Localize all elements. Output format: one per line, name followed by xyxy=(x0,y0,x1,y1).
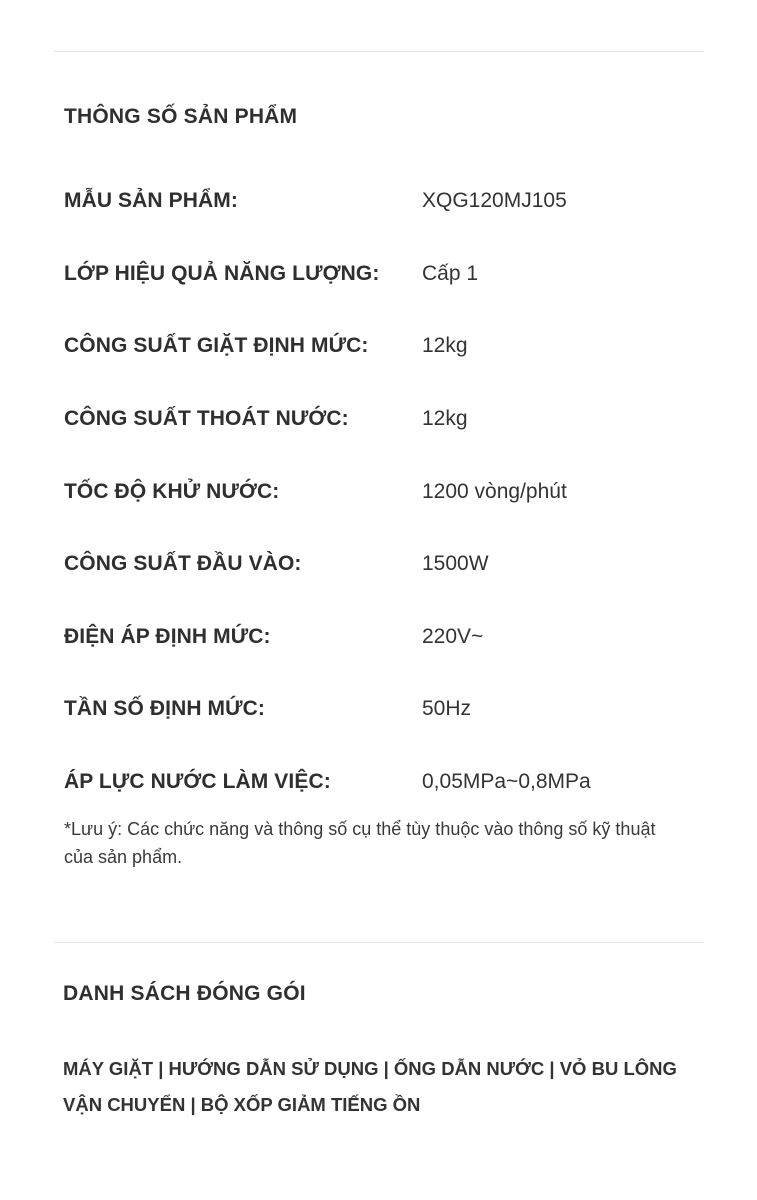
spec-value: 1500W xyxy=(422,552,489,576)
spec-row-rated-voltage xyxy=(64,601,684,674)
spec-label: TỐC ĐỘ KHỬ NƯỚC: xyxy=(64,479,280,503)
spec-label: CÔNG SUẤT THOÁT NƯỚC: xyxy=(64,407,349,431)
spec-label: TẦN SỐ ĐỊNH MỨC: xyxy=(64,697,266,721)
spec-section-title: THÔNG SỐ SẢN PHẨM xyxy=(64,105,298,128)
spec-label: CÔNG SUẤT ĐẦU VÀO: xyxy=(64,552,302,576)
spec-row-wash-capacity xyxy=(64,310,684,383)
spec-label: CÔNG SUẤT GIẶT ĐỊNH MỨC: xyxy=(64,334,369,358)
spec-label: LỚP HIỆU QUẢ NĂNG LƯỢNG: xyxy=(64,261,380,285)
spec-label: ÁP LỰC NƯỚC LÀM VIỆC: xyxy=(64,770,331,794)
spec-row-water-pressure xyxy=(64,746,684,819)
spec-value: 50Hz xyxy=(422,697,472,721)
spec-value: 12kg xyxy=(422,407,468,431)
spec-label: ĐIỆN ÁP ĐỊNH MỨC: xyxy=(64,624,271,648)
spec-row-energy-class xyxy=(64,238,684,311)
section-divider xyxy=(54,942,704,943)
spec-value: 12kg xyxy=(422,334,468,358)
package-items: MÁY GIẶT | HƯỚNG DẪN SỬ DỤNG | ỐNG DẪN NƯỚC | VỎ BU LÔNG VẬN CHUYỂN | BỘ XỐP GIẢM TIẾNG ỒN xyxy=(63,1058,677,1115)
spec-row-rated-frequency xyxy=(64,673,684,746)
spec-note: *Lưu ý: Các chức năng và thông số cụ thể tùy thuộc vào thông số kỹ thuật của sản phẩm. xyxy=(64,819,656,867)
package-section-title: DANH SÁCH ĐÓNG GÓI xyxy=(63,982,306,1005)
spec-row-model xyxy=(64,165,684,238)
spec-value: 0,05MPa~0,8MPa xyxy=(422,770,591,794)
spec-value: XQG120MJ105 xyxy=(422,189,567,213)
spec-value: 220V~ xyxy=(422,624,484,648)
spec-table xyxy=(64,165,684,818)
spec-value: Cấp 1 xyxy=(422,261,479,285)
spec-row-spin-speed xyxy=(64,455,684,528)
spec-label: MẪU SẢN PHẨM: xyxy=(64,189,238,213)
spec-row-drain-capacity xyxy=(64,383,684,456)
top-divider xyxy=(54,51,704,52)
spec-value: 1200 vòng/phút xyxy=(422,479,567,503)
spec-row-input-power xyxy=(64,528,684,601)
